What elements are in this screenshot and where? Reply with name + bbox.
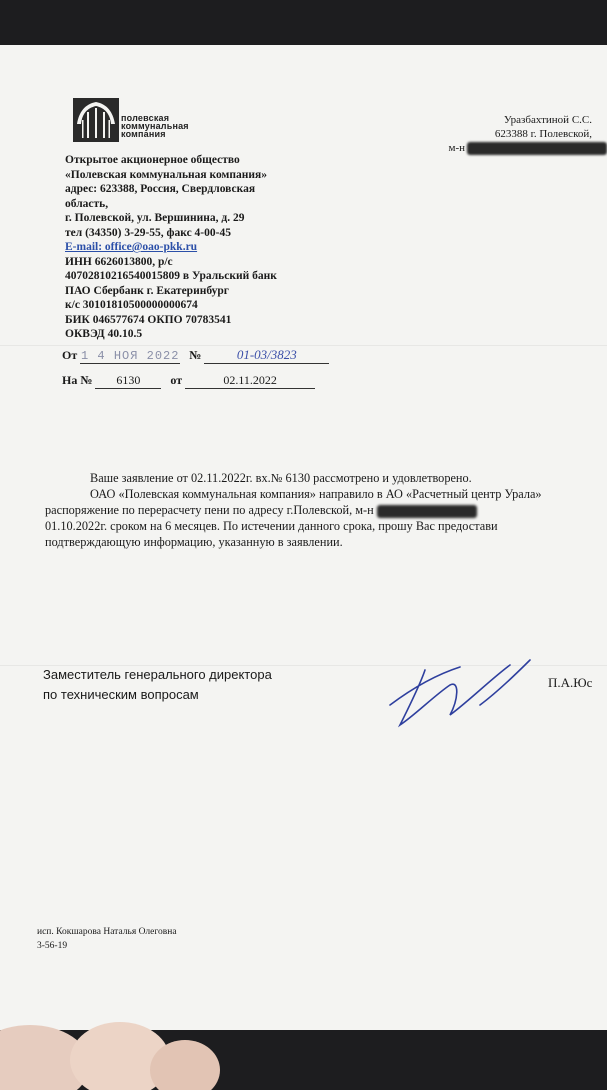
executor-info <box>37 925 177 953</box>
letter-page <box>0 45 607 1030</box>
reply-label: На № <box>62 373 93 387</box>
req-line: 40702810216540015809 в Уральский банк <box>65 270 277 282</box>
from-label: От <box>62 348 78 362</box>
date-stamp: 1 4 НОЯ 2022 <box>81 349 180 363</box>
logo-line-3: компания <box>121 129 166 139</box>
tree-logo-icon <box>73 98 119 142</box>
req-line: к/с 30101810500000000674 <box>65 299 198 311</box>
recipient-street-prefix: м-н <box>448 142 465 154</box>
req-line: область, <box>65 197 109 210</box>
body-line: 01.10.2022г. сроком на 6 месяцев. По истечении данного срока, прошу Вас предостави <box>45 519 498 533</box>
req-line: ПАО Сбербанк г. Екатеринбург <box>65 284 229 297</box>
reply-number: 6130 <box>95 373 161 389</box>
reply-date: 02.11.2022 <box>185 373 315 389</box>
body-line: подтверждающую информацию, указанную в заявлении. <box>45 535 343 549</box>
position-line-2: по техническим вопросам <box>43 687 199 702</box>
handwritten-signature <box>380 645 540 745</box>
req-line: «Полевская коммунальная компания» <box>65 168 267 181</box>
outgoing-number: 01-03/3823 <box>236 347 297 362</box>
body-line: распоряжение по перерасчету пени по адресу г.Полевской, м-н <box>45 503 374 517</box>
body-line: Ваше заявление от 02.11.2022г. вх.№ 6130 рассмотрено и удовлетворено. <box>90 471 472 485</box>
position-line-1: Заместитель генерального директора <box>43 667 272 682</box>
reply-from-label: от <box>170 373 183 387</box>
signatory-name: П.А.Юс <box>548 675 593 690</box>
company-logo <box>73 98 248 144</box>
executor-phone: 3-56-19 <box>37 941 68 951</box>
outgoing-reference <box>62 347 329 364</box>
req-line: тел (34350) 3-29-55, факс 4-00-45 <box>65 226 231 239</box>
company-email[interactable]: E-mail: office@oao-pkk.ru <box>65 241 198 253</box>
number-label: № <box>189 348 202 362</box>
reply-reference <box>62 373 315 389</box>
recipient-name: Уразбахтиной С.С. <box>503 114 592 126</box>
letter-body <box>45 470 605 550</box>
redaction-bar <box>377 505 477 518</box>
body-line: ОАО «Полевская коммунальная компания» направило в АО «Расчетный центр Урала» <box>90 487 542 501</box>
logo-line-2: коммунальная <box>121 121 189 131</box>
req-line: ОКВЭД 40.10.5 <box>65 328 143 340</box>
recipient-block <box>448 113 607 155</box>
req-line: адрес: 623388, Россия, Свердловская <box>65 183 256 195</box>
company-requisites <box>65 153 277 342</box>
redaction-bar <box>467 142 607 155</box>
req-line: БИК 046577674 ОКПО 70783541 <box>65 313 232 326</box>
signatory-position <box>43 665 272 705</box>
req-line: ИНН 6626013800, р/с <box>65 255 173 268</box>
logo-line-1: полевская <box>121 113 170 123</box>
req-line: Открытое акционерное общество <box>65 154 240 166</box>
executor-name: исп. Кокшарова Наталья Олеговна <box>37 927 177 937</box>
req-line: г. Полевской, ул. Вершинина, д. 29 <box>65 212 245 224</box>
fingers-photo <box>0 1010 240 1090</box>
recipient-address: 623388 г. Полевской, <box>494 128 592 140</box>
